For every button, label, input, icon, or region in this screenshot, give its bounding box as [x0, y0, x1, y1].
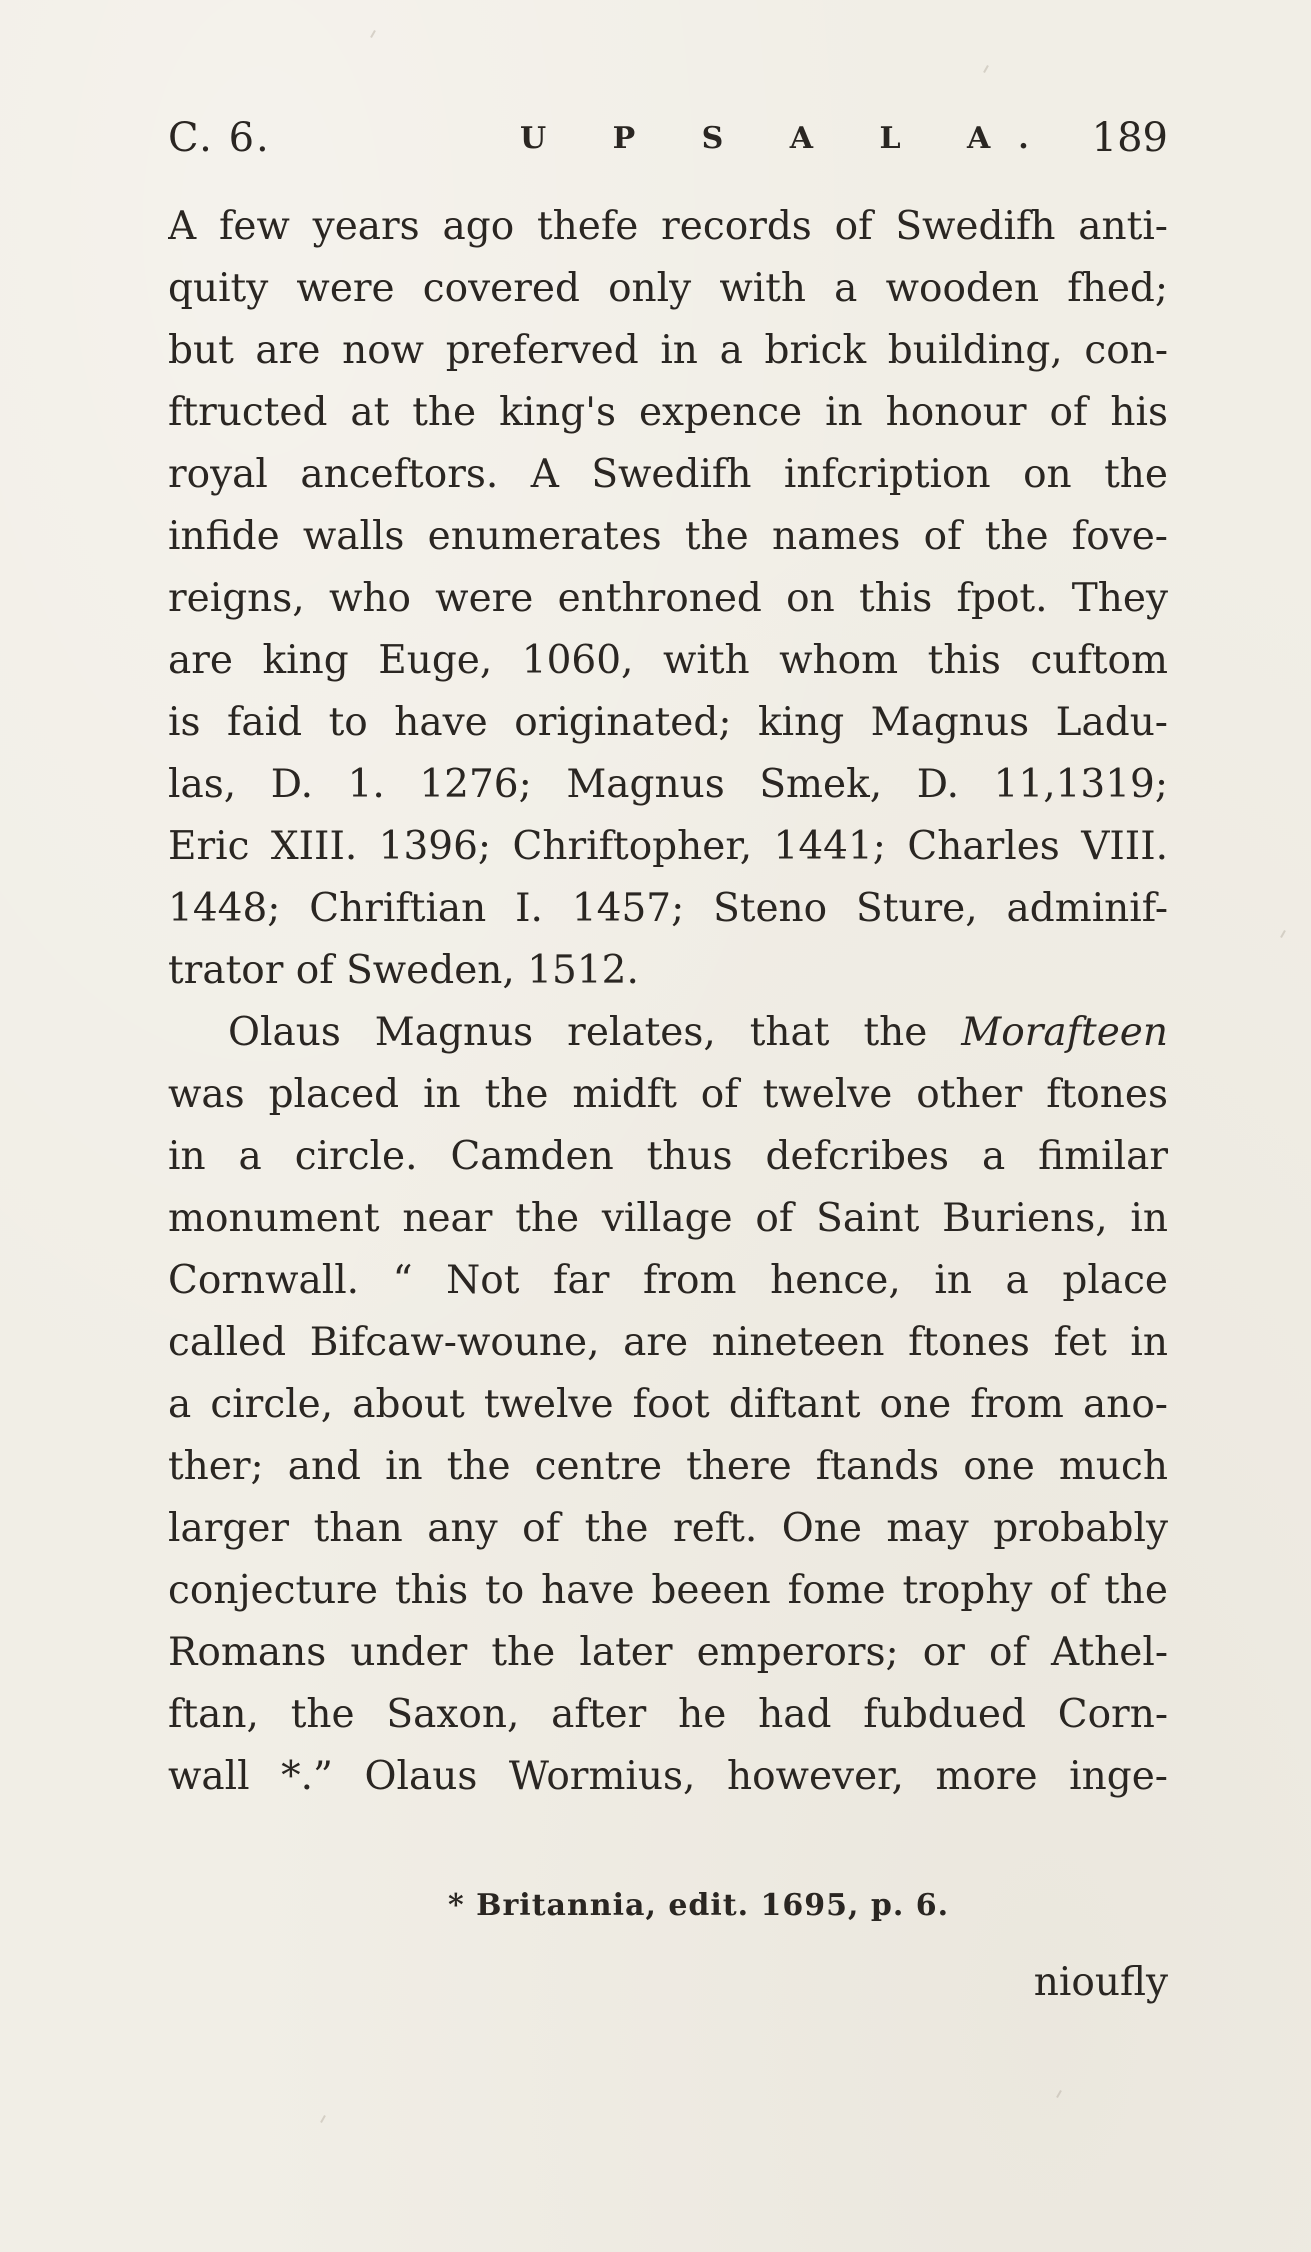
text-line: a circle, about twelve foot diftant one from ano-: [168, 1382, 1168, 1427]
text-line: 1448; Chriftian I. 1457; Steno Sture, adminif-: [168, 886, 1168, 931]
text-line: ther; and in the centre there ftands one much: [168, 1444, 1168, 1489]
body-text: [168, 196, 1168, 1808]
running-title: U P S A L A.: [520, 121, 1057, 156]
footnote: * Britannia, edit. 1695, p. 6.: [448, 1888, 950, 1923]
paper-speck: [983, 65, 989, 73]
text-line-italic-term: [168, 1002, 1168, 1064]
paper-speck: [1056, 2090, 1062, 2098]
paper-speck: [370, 30, 376, 38]
paper-speck: [1280, 930, 1286, 938]
text-line: was placed in the midft of twelve other ftones: [168, 1072, 1168, 1117]
text-line: conjecture this to have beeen fome trophy of the: [168, 1568, 1168, 1613]
text-line: reigns, who were enthroned on this fpot. They: [168, 576, 1168, 621]
chapter-label: C. 6.: [168, 115, 271, 161]
text-line: quity were covered only with a wooden fhed;: [168, 266, 1168, 311]
text-line: Romans under the later emperors; or of Athel-: [168, 1630, 1168, 1675]
text-line: Eric XIII. 1396; Chriftopher, 1441; Charles VIII.: [168, 824, 1168, 869]
text-line: trator of Sweden, 1512.: [168, 948, 639, 993]
text-line: wall *.” Olaus Wormius, however, more inge-: [168, 1754, 1168, 1799]
italic-term: Morafteen: [961, 1010, 1168, 1055]
text-line: infide walls enumerates the names of the fove-: [168, 514, 1168, 559]
text-line: las, D. 1. 1276; Magnus Smek, D. 11,1319;: [168, 762, 1168, 807]
text-line: A few years ago thefe records of Swedifh anti-: [168, 204, 1168, 249]
text-line: larger than any of the reft. One may probably: [168, 1506, 1168, 1551]
text-line: monument near the village of Saint Buriens, in: [168, 1196, 1168, 1241]
text-line: is faid to have originated; king Magnus Ladu-: [168, 700, 1168, 745]
text-span: Olaus Magnus relates, that the: [228, 1010, 962, 1055]
running-header: [168, 115, 1168, 165]
text-line: but are now preferved in a brick building, con-: [168, 328, 1168, 373]
page-number: 189: [1091, 115, 1168, 161]
text-line: called Bifcaw-woune, are nineteen ftones fet in: [168, 1320, 1168, 1365]
text-line: royal anceftors. A Swedifh infcription on the: [168, 452, 1168, 497]
text-line: ftructed at the king's expence in honour of his: [168, 390, 1168, 435]
text-line: Cornwall. “ Not far from hence, in a place: [168, 1258, 1168, 1303]
text-line: ftan, the Saxon, after he had fubdued Corn-: [168, 1692, 1168, 1737]
text-line: in a circle. Camden thus defcribes a fimilar: [168, 1134, 1168, 1179]
catchword: nioufly: [1033, 1960, 1168, 2005]
paper-speck: [320, 2115, 326, 2123]
text-line: are king Euge, 1060, with whom this cuftom: [168, 638, 1168, 683]
